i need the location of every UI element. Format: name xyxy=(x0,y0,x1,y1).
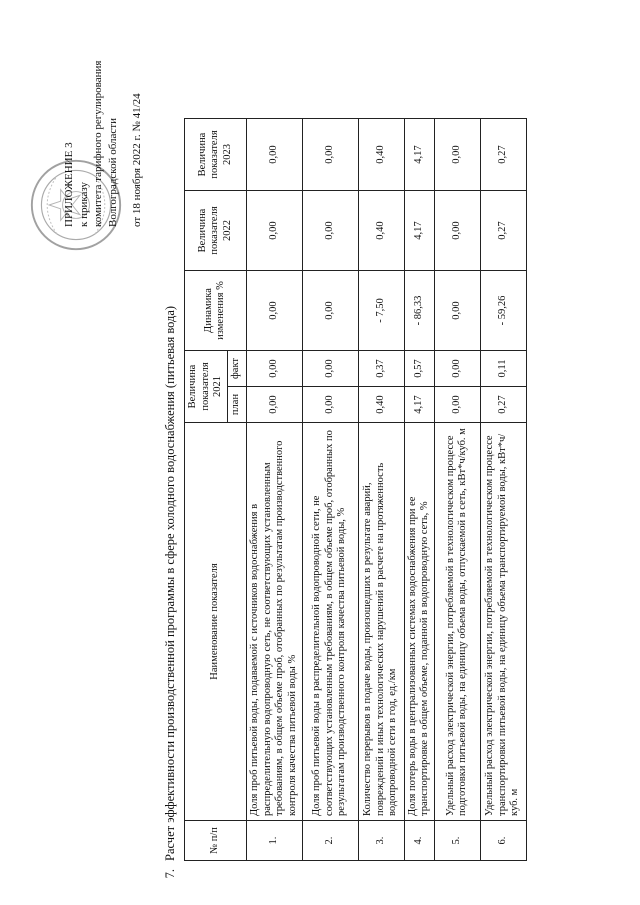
value-plan-2021: 4,17 xyxy=(404,387,434,423)
appendix-line-order: к приказу xyxy=(77,181,90,227)
value-2023: 0,40 xyxy=(358,119,404,191)
table-row xyxy=(404,119,434,861)
row-number: 2. xyxy=(302,821,358,861)
value-2022: 0,00 xyxy=(246,191,302,271)
value-2022: 4,17 xyxy=(404,191,434,271)
header-value-2022: Величина показателя 2022 xyxy=(185,191,247,271)
appendix-title: ПРИЛОЖЕНИЕ 3 xyxy=(63,142,75,227)
table-row xyxy=(434,119,480,861)
table-header-row xyxy=(185,119,228,861)
value-dynamics: 0,00 xyxy=(434,271,480,351)
header-name: Наименование показателя xyxy=(185,423,247,821)
indicator-name: Доля потерь воды в централизованных системах водоснабжения при ее транспортировке в общем объеме, поданной в водопроводную сеть, % xyxy=(404,423,434,821)
header-plan: план xyxy=(227,387,246,423)
value-2022: 0,27 xyxy=(480,191,526,271)
value-2022: 0,40 xyxy=(358,191,404,271)
indicator-name: Доля проб питьевой воды, подаваемой с источников водоснабжения в распределительную водопроводную сеть, не соответствующих установленным требованиям, в общем объеме проб, отобранных по результатам производственного контроля качества питьевой воды % xyxy=(246,423,302,821)
value-dynamics: - 7,50 xyxy=(358,271,404,351)
value-fact-2021: 0,00 xyxy=(434,351,480,387)
value-dynamics: - 86,33 xyxy=(404,271,434,351)
header-fact: факт xyxy=(227,351,246,387)
indicator-name: Количество перерывов в подаче воды, произошедших в результате аварий, повреждений и иных технологических нарушений в расчете на протяженность водопроводной сети в год, ед./км xyxy=(358,423,404,821)
header-value-2021: Величина показателя 2021 xyxy=(185,351,228,423)
appendix-line-committee: комитета тарифного регулирования xyxy=(92,60,104,227)
value-fact-2021: 0,00 xyxy=(246,351,302,387)
appendix-line-region: Волгоградской области xyxy=(106,118,119,227)
section-title: Расчет эффективности производственной программы в сфере холодного водоснабжения (питьевая вода) xyxy=(163,305,177,861)
value-2023: 0,00 xyxy=(246,119,302,191)
value-dynamics: - 59,26 xyxy=(480,271,526,351)
indicator-name: Удельный расход электрической энергии, потребляемой в технологическом процессе транспортировки питьевой воды, на единицу объема транспортируемой воды, кВт*ч/куб. м xyxy=(480,423,526,821)
table-row xyxy=(358,119,404,861)
header-dynamics: Динамика изменения % xyxy=(185,271,247,351)
value-dynamics: 0,00 xyxy=(302,271,358,351)
value-2023: 0,00 xyxy=(434,119,480,191)
table-row xyxy=(480,119,526,861)
value-dynamics: 0,00 xyxy=(246,271,302,351)
indicator-name: Доля проб питьевой воды в распределительной водопроводной сети, не соответствующих установленным требованиям, в общем объеме проб, отобранных по результатам производственного контроля качества питьевой воды, % xyxy=(302,423,358,821)
value-plan-2021: 0,00 xyxy=(246,387,302,423)
appendix-date: от 18 ноября 2022 г. № 41/24 xyxy=(131,93,143,227)
value-2023: 4,17 xyxy=(404,119,434,191)
row-number: 1. xyxy=(246,821,302,861)
efficiency-table-wrapper xyxy=(184,118,527,861)
table-row xyxy=(302,119,358,861)
appendix-header xyxy=(62,27,145,227)
value-plan-2021: 0,00 xyxy=(302,387,358,423)
row-number: 6. xyxy=(480,821,526,861)
value-2022: 0,00 xyxy=(302,191,358,271)
indicator-name: Удельный расход электрической энергии, потребляемой в технологическом процессе подготовки питьевой воды, на единицу объема воды, отпускаемой в сеть, кВт*ч/куб. м xyxy=(434,423,480,821)
table-row xyxy=(246,119,302,861)
row-number: 5. xyxy=(434,821,480,861)
value-plan-2021: 0,00 xyxy=(434,387,480,423)
header-value-2023: Величина показателя 2023 xyxy=(185,119,247,191)
header-num: № п/п xyxy=(185,821,247,861)
value-plan-2021: 0,27 xyxy=(480,387,526,423)
efficiency-table xyxy=(184,118,527,861)
section-heading xyxy=(162,0,178,905)
value-2023: 0,27 xyxy=(480,119,526,191)
value-2022: 0,00 xyxy=(434,191,480,271)
row-number: 3. xyxy=(358,821,404,861)
value-2023: 0,00 xyxy=(302,119,358,191)
value-fact-2021: 0,11 xyxy=(480,351,526,387)
value-fact-2021: 0,00 xyxy=(302,351,358,387)
value-plan-2021: 0,40 xyxy=(358,387,404,423)
section-number: 7. xyxy=(163,869,177,879)
value-fact-2021: 0,37 xyxy=(358,351,404,387)
row-number: 4. xyxy=(404,821,434,861)
value-fact-2021: 0,57 xyxy=(404,351,434,387)
